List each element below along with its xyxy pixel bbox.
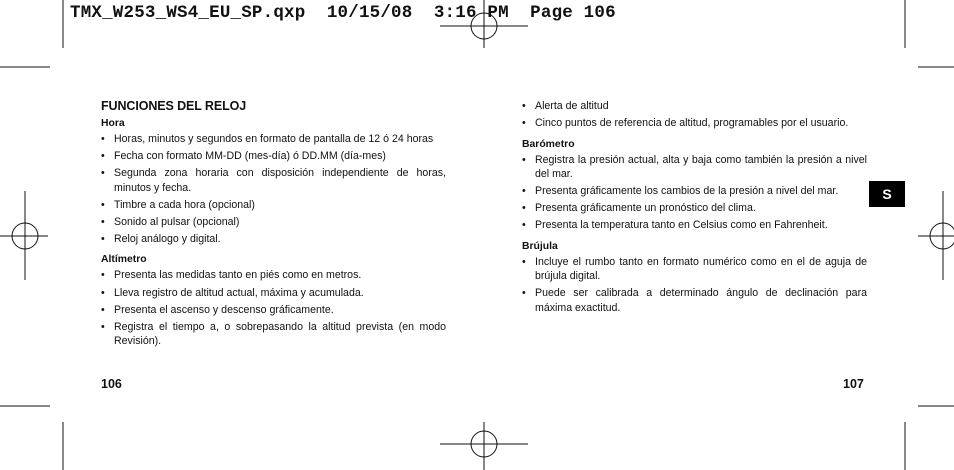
subheading-hora: Hora — [101, 118, 125, 129]
list-item: • Reloj análogo y digital. — [101, 232, 221, 245]
bullet-icon: • — [522, 153, 526, 166]
brujula-list — [522, 255, 867, 316]
hora-list — [101, 132, 446, 246]
bullet-icon: • — [522, 255, 526, 268]
bullet-icon: • — [101, 320, 105, 333]
list-item: • Segunda zona horaria con disposición independiente de horas, minutos y fecha. — [101, 167, 446, 194]
file-slug: TMX_W253_WS4_EU_SP.qxp 10/15/08 3:16 PM Page 106 — [70, 3, 616, 23]
registration-mark-right — [918, 191, 954, 280]
list-item: • Registra el tiempo a, o sobrepasando la altitud prevista (en modo Revisión). — [101, 320, 446, 348]
list-item: • Lleva registro de altitud actual, máxima y acumulada. — [101, 286, 364, 299]
language-tab: S — [869, 181, 905, 207]
bullet-icon: • — [101, 303, 105, 316]
right-column — [522, 99, 867, 318]
bullet-icon: • — [101, 215, 105, 228]
section-title: FUNCIONES DEL RELOJ — [101, 99, 247, 113]
list-item: • Presenta gráficamente un pronóstico del clima. — [522, 202, 756, 215]
barometro-list — [522, 153, 867, 233]
bullet-icon: • — [101, 150, 105, 163]
altitude-extra-list — [522, 99, 867, 131]
registration-mark-left — [0, 191, 48, 280]
registration-mark-bottom — [440, 422, 528, 470]
list-item: • Presenta el ascenso y descenso gráficamente. — [101, 303, 334, 316]
bullet-icon: • — [101, 133, 105, 145]
bullet-icon: • — [101, 232, 105, 245]
subheading-altimetro: Altímetro — [101, 254, 147, 266]
list-item: • Timbre a cada hora (opcional) — [101, 198, 255, 211]
list-item: • Cinco puntos de referencia de altitud, programables por el usuario. — [522, 117, 849, 130]
subheading-brujula: Brújula — [522, 240, 558, 252]
bullet-icon: • — [522, 100, 526, 112]
altimetro-list — [101, 268, 446, 348]
bullet-icon: • — [522, 185, 526, 198]
list-item: • Registra la presión actual, alta y baja como también la presión a nivel del mar. — [522, 153, 867, 181]
list-item: • Horas, minutos y segundos en formato de pantalla de 12 ó 24 horas — [101, 133, 434, 145]
list-item: • Alerta de altitud — [522, 100, 609, 112]
subheading-barometro: Barómetro — [522, 138, 575, 150]
list-item: • Puede ser calibrada a determinado ángulo de declinación para máxima exactitud. — [522, 287, 867, 314]
page-number-left: 106 — [101, 377, 122, 391]
bullet-icon: • — [101, 167, 105, 180]
bullet-icon: • — [101, 286, 105, 299]
bullet-icon: • — [522, 202, 526, 215]
bullet-icon: • — [101, 198, 105, 211]
list-item: • Presenta la temperatura tanto en Celsius como en Fahrenheit. — [522, 219, 828, 232]
list-item: • Sonido al pulsar (opcional) — [101, 215, 240, 228]
list-item: • Presenta las medidas tanto en piés como en metros. — [101, 269, 362, 282]
page-number-right: 107 — [843, 377, 864, 391]
left-column — [101, 98, 446, 351]
bullet-icon: • — [522, 287, 526, 300]
bullet-icon: • — [522, 219, 526, 232]
list-item: • Presenta gráficamente los cambios de la presión a nivel del mar. — [522, 185, 839, 198]
list-item: • Fecha con formato MM-DD (mes-día) ó DD.MM (día-mes) — [101, 150, 386, 163]
bullet-icon: • — [101, 269, 105, 282]
list-item: • Incluye el rumbo tanto en formato numérico como en el de aguja de brújula digital. — [522, 255, 867, 283]
bullet-icon: • — [522, 117, 526, 130]
